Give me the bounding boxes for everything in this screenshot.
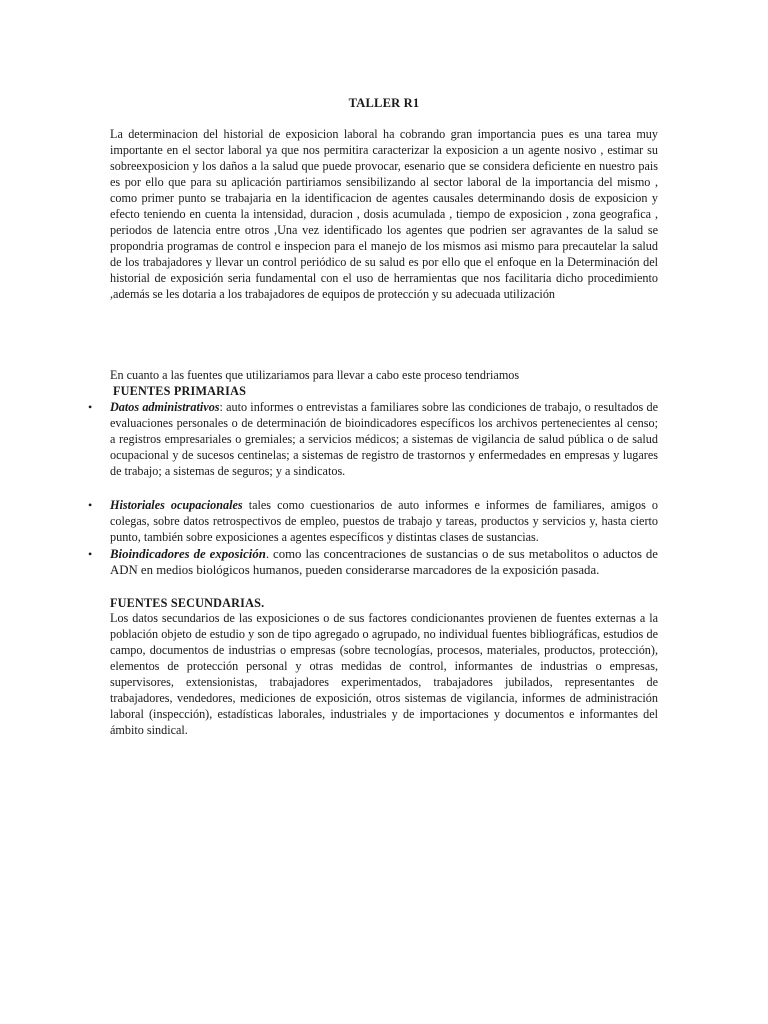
- list-item-lead: Datos administrativos: [110, 400, 220, 414]
- secondary-sources-heading: FUENTES SECUNDARIAS.: [110, 596, 265, 610]
- list-item-lead: Bioindicadores de exposición: [110, 547, 266, 561]
- bullet-icon: •: [88, 498, 93, 512]
- list-item-lead: Historiales ocupacionales: [110, 498, 243, 512]
- list-item-text: . como las concentraciones de sustancias o de sus metabolitos o aductos de ADN en medios biológicos humanos, pueden considerarse marcadores de la exposición pasada.: [110, 547, 658, 577]
- intro-paragraph: La determinacion del historial de exposicion laboral ha cobrando gran importancia pues es una tarea muy importante en el sector laboral ya que nos permitira caracterizar la exposicion a un agente nosivo , estimar su sobreexposicion y los daños a la salud que puede provocar, esenario que se considera deficiente en nuestro pais es por ello que para su aplicación partiriamos sensibilizando al sector laboral de la importancia del mismo , como primer punto se trabajaria en la identificacion de agentes causales determinando dosis de exposicion y efecto teniendo en cuenta la intensidad, duracion , dosis acumulada , tiempo de exposicion , zona geografica , periodos de latencia entre otros ,Una vez identificado los agentes que podrien ser agravantes de la salud se propondria programas de control e inspecion para el manejo de los mismos asi mismo para precautelar la salud de los trabajadores y llevar un control periódico de su salud es por ello que el enfoque en la Determinación del historial de exposición seria fundamental con el uso de herramientas que nos facilitaria dicho procedimiento ,además se les dotaria a los trabajadores de equipos de protección y su adecuada utilización: [110, 127, 658, 301]
- bullet-icon: •: [88, 400, 93, 414]
- document-title: TALLER R1: [348, 96, 420, 110]
- sources-intro: En cuanto a las fuentes que utilizariamos para llevar a cabo este proceso tendriamos: [110, 368, 520, 382]
- bullet-icon: •: [88, 547, 93, 561]
- list-item-text: tales como cuestionarios de auto informes e informes de familiares, amigos o colegas, sobre datos retrospectivos de empleo, puestos de trabajo y tareas, productos y servicios y, hasta cierto punto, también sobre exposiciones a agentes específicos y distintas clases de sustancias.: [110, 498, 658, 544]
- secondary-sources-paragraph: Los datos secundarios de las exposiciones o de sus factores condicionantes provienen de fuentes externas a la población objeto de estudio y son de tipo agregado o agrupado, no individual fuentes bibliográficas, estudios de campo, documentos de industrias o empresas (sobre tecnologías, procesos, materiales, productos, protección), elementos de protección personal y otras medidas de control, informantes de industrias o empresas, supervisores, extensionistas, trabajadores experimentados, trabajadores jubilados, representantes de trabajadores, vendedores, mediciones de exposición, otros sistemas de vigilancia, informes de administración laboral (inspección), estadísticas laborales, industriales y de importaciones y documentos e informantes del ámbito sindical.: [110, 611, 658, 737]
- list-item-text: : auto informes o entrevistas a familiares sobre las condiciones de trabajo, o resultados de evaluaciones personales o de determinación de bioindicadores específicos los archivos pertenecientes al censo; a registros empresariales o gremiales; a servicios médicos; a sistemas de vigilancia de salud pública o de salud ocupacional y de sucesos centinelas; a sistemas de registro de trastornos y enfermedades en empresas y lugares de trabajo; a sistemas de seguros; y a sindicatos.: [110, 400, 658, 478]
- list-item: [110, 399, 658, 479]
- list-item: [110, 497, 658, 545]
- list-item: [110, 546, 658, 578]
- primary-sources-heading: FUENTES PRIMARIAS: [113, 384, 247, 398]
